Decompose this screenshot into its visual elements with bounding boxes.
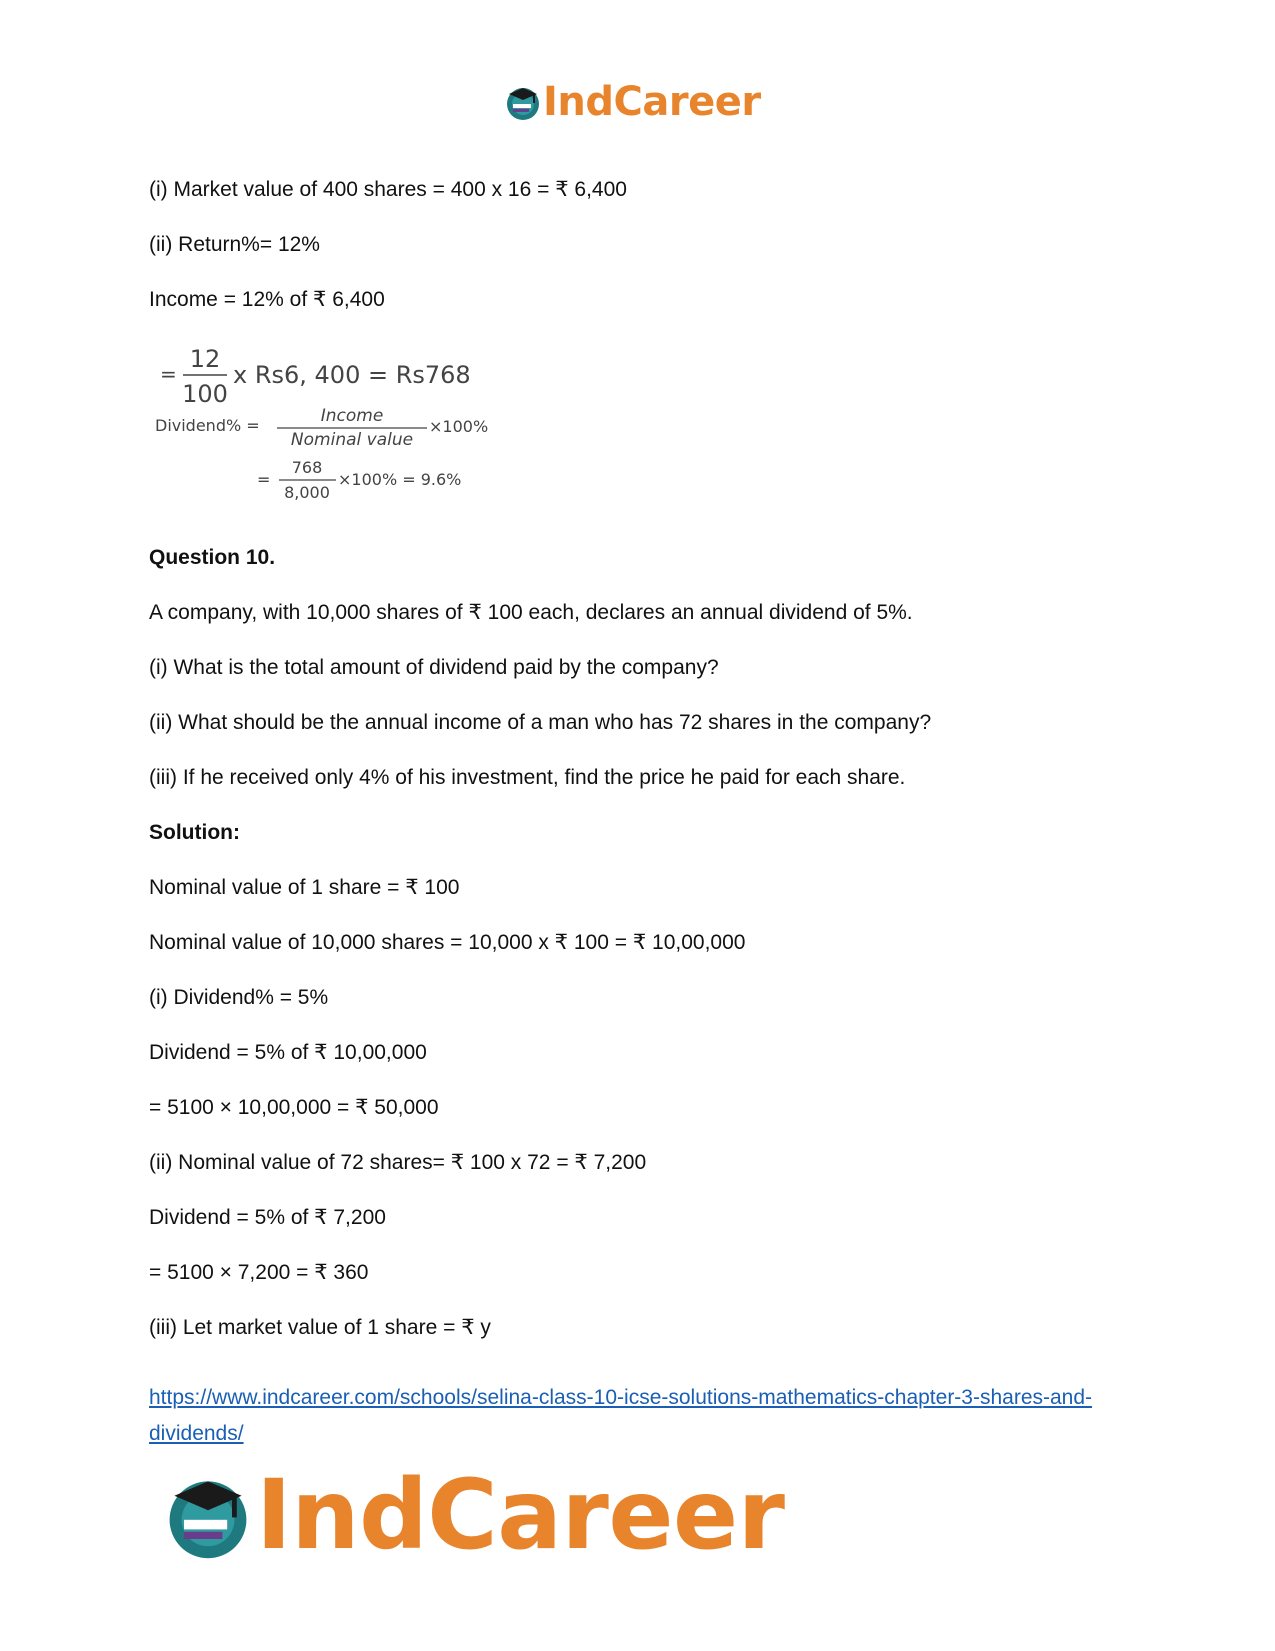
eq1-lhs: = xyxy=(160,362,177,386)
eq2-rhs: ×100% xyxy=(429,417,489,436)
eq3-lhs: = xyxy=(257,470,271,489)
eq3-rhs: ×100% = 9.6% xyxy=(338,470,462,489)
header-logo xyxy=(503,78,761,126)
text-line: (i) What is the total amount of dividend paid by the company? xyxy=(149,656,719,679)
text-line: (ii) Nominal value of 72 shares= ₹ 100 x 72 = ₹ 7,200 xyxy=(149,1151,647,1174)
source-link[interactable]: https://www.indcareer.com/schools/selina-class-10-icse-solutions-mathematics-chapter-3-shares-and-dividends/ xyxy=(149,1386,1093,1445)
question-title: Question 10. xyxy=(149,546,276,569)
graduation-globe-icon xyxy=(160,1467,256,1563)
text-line: (i) Dividend% = 5% xyxy=(149,986,329,1009)
eq1-rhs: x Rs6, 400 = Rs768 xyxy=(233,361,471,389)
text-line: Nominal value of 10,000 shares = 10,000 x ₹ 100 = ₹ 10,00,000 xyxy=(149,931,746,954)
text-line: A company, with 10,000 shares of ₹ 100 each, declares an annual dividend of 5%. xyxy=(149,601,913,624)
logo-wordmark: IndCareer xyxy=(543,79,761,125)
text-line: (i) Market value of 400 shares = 400 x 16 = ₹ 6,400 xyxy=(149,178,627,201)
text-line: = 5100 × 7,200 = ₹ 360 xyxy=(149,1261,369,1284)
footer-logo xyxy=(160,1460,784,1570)
text-line: Income = 12% of ₹ 6,400 xyxy=(149,288,385,311)
text-line: (iii) Let market value of 1 share = ₹ y xyxy=(149,1316,491,1339)
eq2-denominator: Nominal value xyxy=(290,430,414,450)
solution-title: Solution: xyxy=(149,821,240,844)
eq1-denominator: 100 xyxy=(182,380,228,408)
eq3-numerator: 768 xyxy=(291,458,323,477)
text-line: Dividend = 5% of ₹ 7,200 xyxy=(149,1206,386,1229)
eq1-numerator: 12 xyxy=(189,345,221,373)
eq2-numerator: Income xyxy=(320,406,384,426)
eq2-lhs: Dividend% = xyxy=(155,416,260,435)
logo-wordmark: IndCareer xyxy=(256,1459,785,1571)
eq3-denominator: 8,000 xyxy=(284,483,330,502)
text-line: Nominal value of 1 share = ₹ 100 xyxy=(149,876,460,899)
graduation-globe-icon xyxy=(503,82,543,122)
text-line: = 5100 × 10,00,000 = ₹ 50,000 xyxy=(149,1096,439,1119)
text-line: Dividend = 5% of ₹ 10,00,000 xyxy=(149,1041,427,1064)
text-line: (iii) If he received only 4% of his investment, find the price he paid for each share. xyxy=(149,766,906,789)
formula-image xyxy=(155,345,515,515)
text-line: (ii) Return%= 12% xyxy=(149,233,320,256)
text-line: (ii) What should be the annual income of a man who has 72 shares in the company? xyxy=(149,711,932,734)
